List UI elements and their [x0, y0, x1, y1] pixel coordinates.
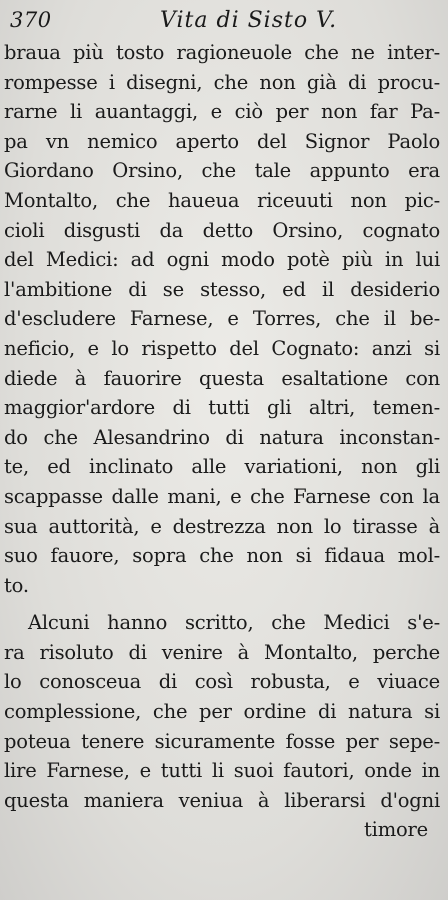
text-line: ra risoluto di venire à Montalto, perche: [4, 640, 440, 664]
text-line: suo fauore, sopra che non si fidaua mol-: [4, 544, 440, 568]
text-line: maggior'ardore di tutti gli altri, temen-: [4, 396, 440, 420]
text-line: Montalto, che haueua riceuuti non pic-: [4, 188, 440, 212]
running-head: Vita di Sisto V.: [160, 8, 338, 33]
page-header: [10, 8, 438, 38]
text-line: questa maniera veniua à liberarsi d'ogni: [4, 788, 440, 812]
text-line: Giordano Orsino, che tale appunto era: [4, 159, 440, 183]
text-line: l'ambitione di se stesso, ed il desiderio: [4, 277, 440, 301]
page-number: 370: [10, 8, 52, 32]
text-line: rompesse i disegni, che non già di procu-: [4, 70, 440, 94]
text-line: braua più tosto ragioneuole che ne inter-: [4, 41, 440, 64]
text-line: poteua tenere sicuramente fosse per sepe-: [4, 729, 440, 753]
text-line: scappasse dalle mani, e che Farnese con la: [4, 484, 440, 508]
text-line: sua auttorità, e destrezza non lo tirasse à: [4, 514, 440, 538]
text-line: to.: [4, 573, 29, 597]
text-line: rarne li auantaggi, e ciò per non far Pa-: [4, 100, 440, 124]
text-line: lo conosceua di così robusta, e viuace: [4, 670, 440, 694]
catchword: timore: [364, 818, 428, 842]
text-line: del Medici: ad ogni modo potè più in lui: [4, 248, 440, 272]
text-line: do che Alesandrino di natura inconstan-: [4, 425, 440, 449]
text-line: neficio, e lo rispetto del Cognato: anzi si: [4, 336, 440, 360]
text-line: d'escludere Farnese, e Torres, che il be-: [4, 307, 440, 331]
text-line: lire Farnese, e tutti li suoi fautori, onde in: [4, 759, 440, 783]
text-line: te, ed inclinato alle variationi, non gli: [4, 455, 440, 479]
paragraph-gap: [4, 600, 440, 608]
text-line: pa vn nemico aperto del Signor Paolo: [4, 129, 440, 153]
text-line: cioli disgusti da detto Orsino, cognato: [4, 218, 440, 242]
text-line: complessione, che per ordine di natura si: [4, 700, 440, 724]
text-line: diede à fauorire questa esaltatione con: [4, 366, 440, 390]
body-text: [4, 38, 440, 845]
text-line: Alcuni hanno scritto, che Medici s'e-: [28, 611, 440, 635]
